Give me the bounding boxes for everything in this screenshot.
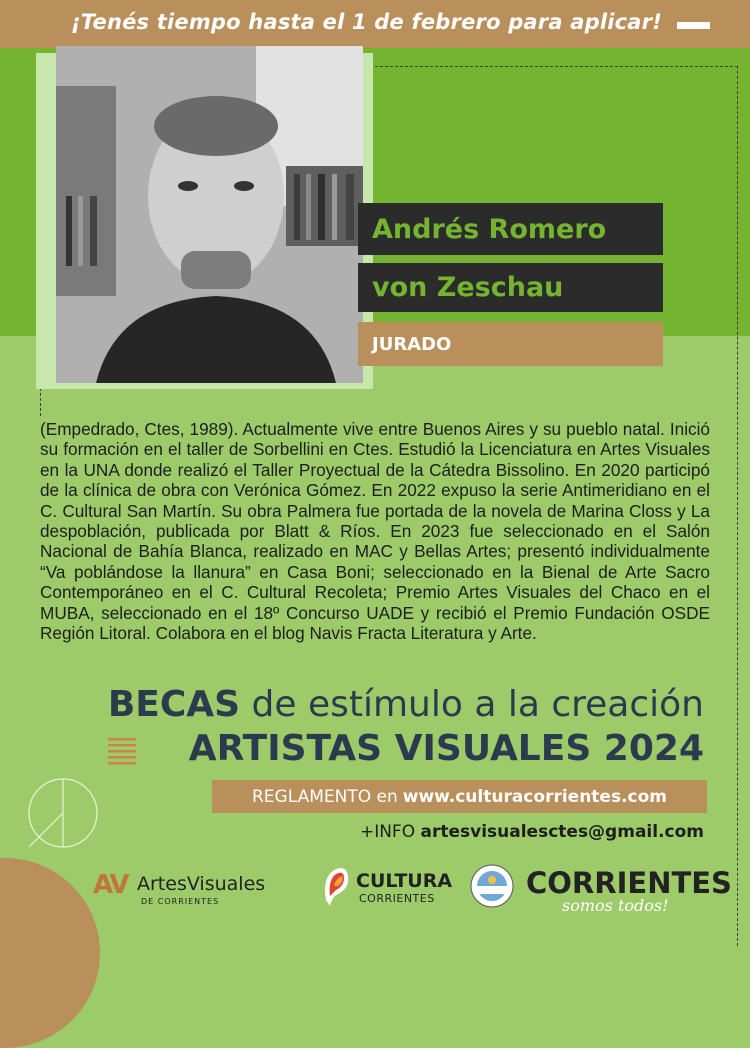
- juror-bio: (Empedrado, Ctes, 1989). Actualmente vive entre Buenos Aires y su pueblo natal. Inició su formación en el taller de Sorbellini en Ctes. Estudió la Licenciatura en Artes Visuales en la UNA donde realizó el Taller Proyectual de la Cátedra Bissolino. En 2020 participó de la clínica de obra con Verónica Gómez. En 2022 expuso la serie Antimeridiano en el C. Cultural San Martín. Su obra Palmera fue portada de la novela de Marina Closs y La despoblación, publicada por Blatt & Ríos. En 2023 fue seleccionado en el Salón Nacional de Bahía Blanca, realizado en MAC y Bellas Artes; presentó individualmente “Va poblándose la llanura” en Casa Boni; seleccionado en la Bienal de Arte Sacro Contemporáneo en el C. Cultural Recoleta; Premio Artes Visuales del Chaco en el MUBA, seleccionado en el 18º Concurso UADE y recibió el Premio Fundación OSDE Región Litoral. Colabora en el blog Navis Fracta Literatura y Arte.: [40, 419, 710, 644]
- juror-first-name: Andrés Romero: [372, 213, 607, 245]
- cultura-mark-icon: [322, 864, 352, 908]
- cultura-title: CULTURA: [356, 870, 453, 892]
- corrientes-tagline: somos todos!: [562, 896, 669, 915]
- artes-visuales-logo: [93, 870, 293, 910]
- corrientes-title: CORRIENTES: [526, 866, 732, 900]
- corrientes-logo: [470, 862, 730, 922]
- becas-bold: BECAS: [107, 684, 241, 725]
- juror-last-name: von Zeschau: [372, 272, 564, 303]
- juror-name-line2: [358, 263, 663, 312]
- reglamento-link[interactable]: www.culturacorrientes.com: [402, 786, 667, 807]
- info-line: [360, 822, 704, 842]
- juror-photo: [56, 46, 363, 383]
- info-email[interactable]: artesvisualesctes@gmail.com: [420, 822, 704, 842]
- reglamento-label: REGLAMENTO en: [251, 786, 398, 807]
- cultura-corrientes-logo: [322, 864, 453, 914]
- lines-icon: [108, 737, 136, 767]
- cultura-subtitle: CORRIENTES: [359, 892, 435, 905]
- deadline-text: ¡Tenés tiempo hasta el 1 de febrero para aplicar!: [70, 10, 662, 34]
- program-heading: ARTISTAS VISUALES 2024: [188, 728, 704, 769]
- becas-heading: [108, 684, 704, 725]
- role-badge: [358, 322, 663, 366]
- av-title: ArtesVisuales: [137, 873, 266, 895]
- info-label: +INFO: [359, 822, 416, 842]
- top-banner: [0, 0, 750, 48]
- av-mark-icon: AV: [93, 870, 128, 900]
- dash-decoration: [677, 22, 710, 29]
- becas-rest: de estímulo a la creación: [240, 684, 704, 725]
- role-label: JURADO: [372, 333, 452, 355]
- circle-line-icon: [25, 775, 101, 851]
- province-seal-icon: [470, 864, 514, 908]
- juror-name-line1: [358, 203, 663, 255]
- av-subtitle: DE CORRIENTES: [141, 897, 220, 906]
- reglamento-bar[interactable]: [212, 780, 707, 813]
